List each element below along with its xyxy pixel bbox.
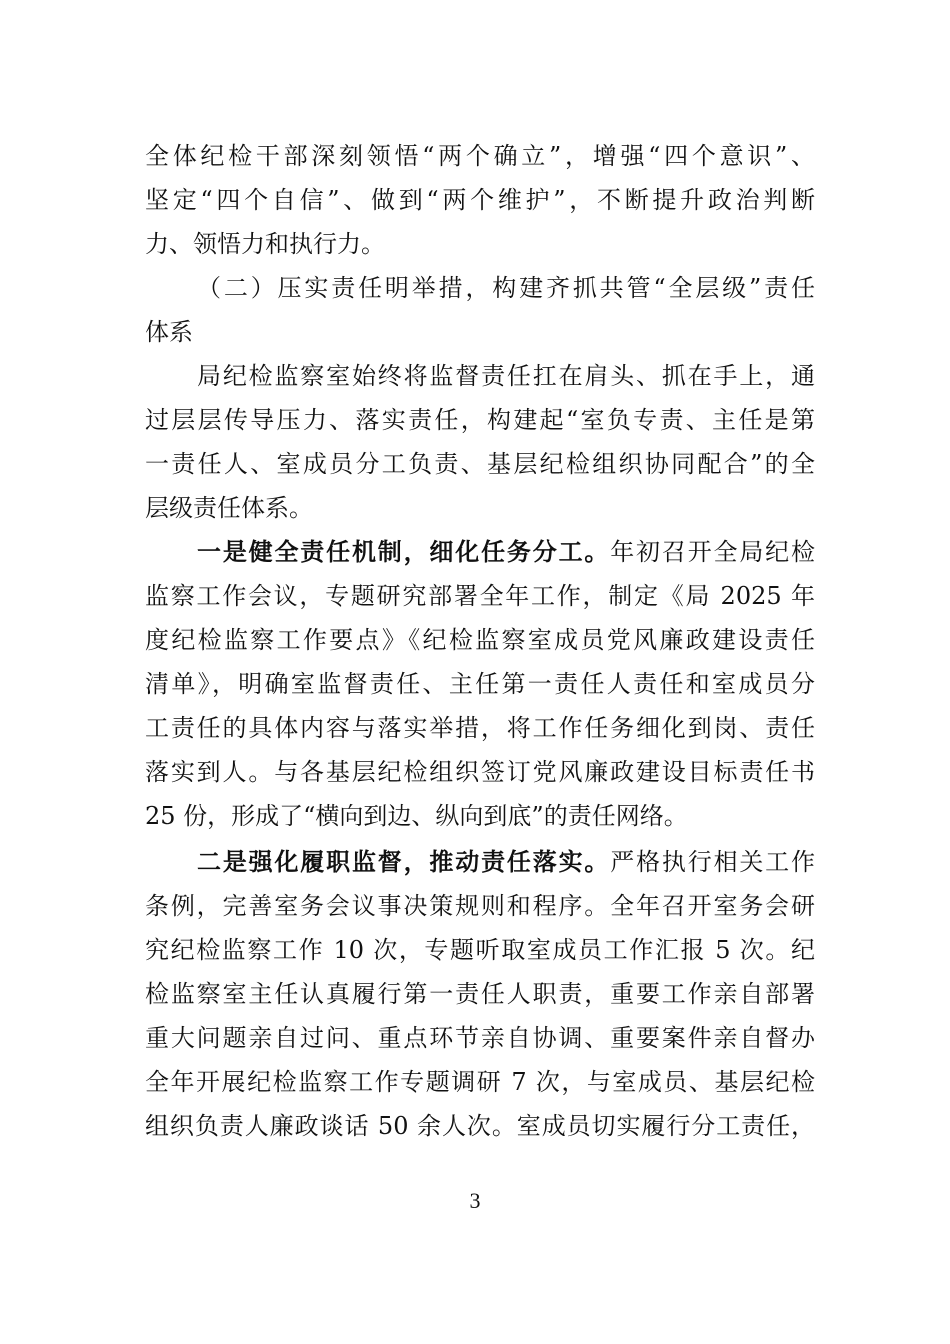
text-line: 力、领悟力和执行力。 <box>145 230 385 258</box>
paragraph-lead: 二是强化履职监督，推动责任落实。 <box>197 847 611 876</box>
text-line: 监察工作会议，专题研究部署全年工作，制定《局 2025 年 <box>145 582 815 610</box>
text-line: 度纪检监察工作要点》《纪检监察室成员党风廉政建设责任 <box>145 626 815 654</box>
text-line: 25 份，形成了“横向到边、纵向到底”的责任网络。 <box>145 802 688 830</box>
text-line: 全体纪检干部深刻领悟“两个确立”，增强“四个意识”、 <box>145 142 815 170</box>
text-line: 重大问题亲自过问、重点环节亲自协调、重要案件亲自督办 <box>145 1024 815 1052</box>
paragraph-text: 年初召开全局纪检 <box>610 538 816 566</box>
text-line: 究纪检监察工作 10 次，专题听取室成员工作汇报 5 次。纪 <box>145 936 815 964</box>
text-line: 工责任的具体内容与落实举措，将工作任务细化到岗、责任 <box>145 714 815 742</box>
page-number: 3 <box>469 1188 481 1213</box>
text-line: 坚定“四个自信”、做到“两个维护”，不断提升政治判断 <box>145 186 815 214</box>
paragraph-lead: 一是健全责任机制，细化任务分工。 <box>197 537 611 566</box>
text-line: 一责任人、室成员分工负责、基层纪检组织协同配合”的全 <box>145 450 815 478</box>
text-line: 组织负责人廉政谈话 50 余人次。室成员切实履行分工责任， <box>145 1112 815 1140</box>
text-line: 过层层传导压力、落实责任，构建起“室负专责、主任是第 <box>145 406 815 434</box>
text-line: 落实到人。与各基层纪检组织签订党风廉政建设目标责任书 <box>145 758 815 786</box>
text-line: 局纪检监察室始终将监督责任扛在肩头、抓在手上，通 <box>197 362 815 390</box>
section-heading-line: （二）压实责任明举措，构建齐抓共管“全层级”责任 <box>197 274 815 302</box>
text-line: 条例，完善室务会议事决策规则和程序。全年召开室务会研 <box>145 892 815 920</box>
text-line: 清单》，明确室监督责任、主任第一责任人责任和室成员分 <box>145 670 815 698</box>
paragraph-first-line <box>197 840 815 884</box>
text-line: 全年开展纪检监察工作专题调研 7 次，与室成员、基层纪检 <box>145 1068 815 1096</box>
section-heading-line: 体系 <box>145 318 193 346</box>
paragraph-text: 严格执行相关工作 <box>610 848 816 876</box>
text-line: 检监察室主任认真履行第一责任人职责，重要工作亲自部署 <box>145 980 815 1008</box>
text-line: 层级责任体系。 <box>145 494 313 522</box>
paragraph-first-line <box>197 530 815 574</box>
